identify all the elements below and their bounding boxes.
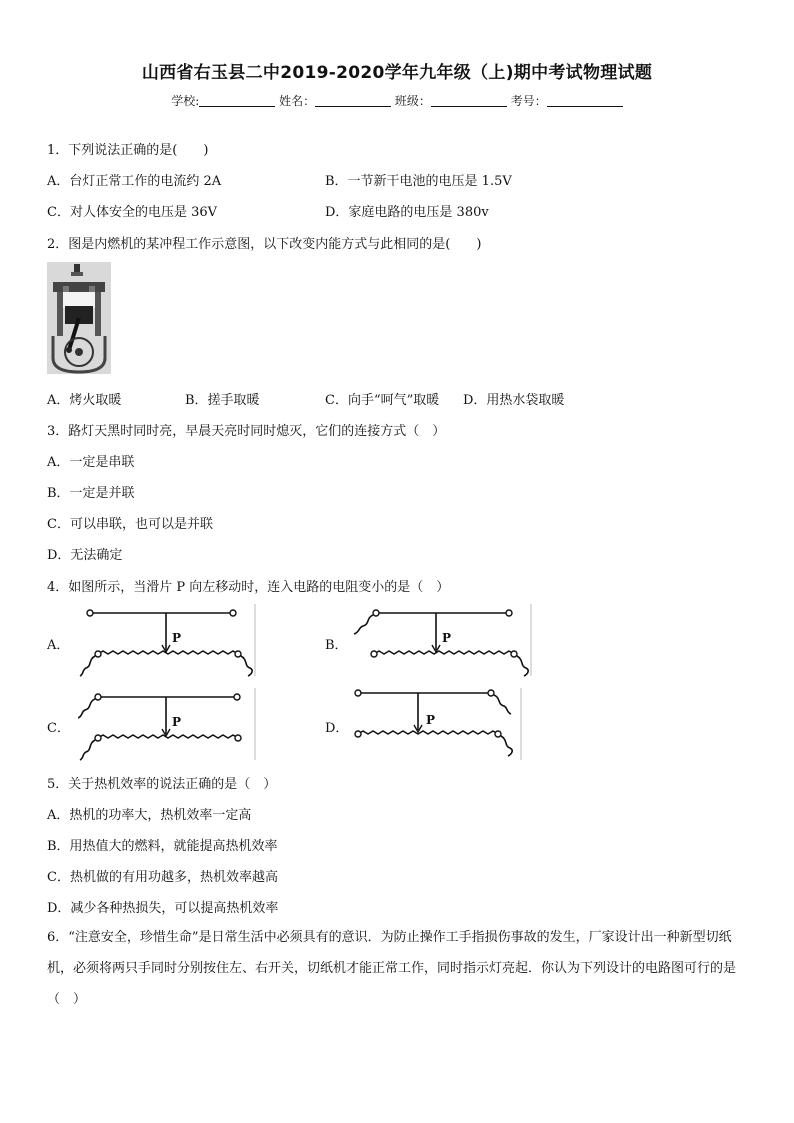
question-3-option-b: B．一定是并联 (47, 486, 135, 501)
question-5-option-c: C．热机做的有用功越多，热机效率越高 (47, 870, 278, 885)
question-4-option-d: D． (325, 721, 349, 736)
question-4-option-c: C． (47, 721, 70, 736)
rheostat-diagram-a (78, 602, 258, 678)
slider-label-b: P (442, 631, 452, 645)
rheostat-diagram-b (348, 602, 534, 678)
slider-label-c: P (172, 715, 182, 729)
name-blank[interactable] (315, 94, 391, 107)
school-label: 学校: (171, 94, 200, 108)
engine-stroke-figure (47, 262, 111, 374)
id-blank[interactable] (547, 94, 623, 107)
id-label: 考号： (510, 94, 547, 108)
question-5-option-b: B．用热值大的燃料，就能提高热机效率 (47, 839, 278, 854)
class-label: 班级： (394, 94, 431, 108)
question-1-option-d: D．家庭电路的电压是 380v (325, 205, 489, 220)
question-4-option-a: A． (47, 638, 70, 653)
question-2-stem: 2．图是内燃机的某冲程工作示意图，以下改变内能方式与此相同的是( ) (47, 237, 482, 252)
class-blank[interactable] (431, 94, 507, 107)
question-4-option-b: B． (325, 638, 348, 653)
question-3-option-d: D．无法确定 (47, 548, 123, 563)
question-3-option-c: C．可以串联，也可以是并联 (47, 517, 213, 532)
question-3-option-a: A．一定是串联 (47, 455, 135, 470)
question-4-stem: 4．如图所示，当滑片 P 向左移动时，连入电路的电阻变小的是（ ） (47, 580, 450, 595)
question-2-option-b: B．搓手取暖 (185, 393, 260, 408)
question-1-option-a: A．台灯正常工作的电流约 2A (47, 174, 222, 189)
question-6-stem: 6．“注意安全，珍惜生命”是日常生活中必须具有的意识．为防止操作工手指损伤事故的发生，厂家设计出一种新型切纸机，必须将两只手同时分别按住左、右开关，切纸机才能正常工作，同时指示灯亮起．你认为下列设计的电路图可行的是（ ） (47, 930, 737, 1007)
student-info-line (0, 92, 794, 109)
question-3-stem: 3．路灯天黑时同时亮，早晨天亮时同时熄灭，它们的连接方式（ ） (47, 424, 446, 439)
rheostat-diagram-c (78, 686, 258, 762)
question-1-option-b: B．一节新干电池的电压是 1.5V (325, 174, 512, 189)
question-5-stem: 5．关于热机效率的说法正确的是（ ） (47, 777, 277, 792)
question-1-option-c: C．对人体安全的电压是 36V (47, 205, 218, 220)
question-2-option-d: D．用热水袋取暖 (463, 393, 565, 408)
question-5-option-a: A．热机的功率大，热机效率一定高 (47, 808, 252, 823)
slider-label-a: P (172, 631, 182, 645)
slider-label-d: P (426, 713, 436, 727)
question-5-option-d: D．减少各种热损失，可以提高热机效率 (47, 901, 279, 916)
name-label: 姓名： (279, 94, 316, 108)
school-blank[interactable] (199, 94, 275, 107)
rheostat-diagram-d (348, 686, 524, 762)
question-1-stem: 1．下列说法正确的是( ) (47, 143, 209, 158)
question-2-option-a: A．烤火取暖 (47, 393, 122, 408)
question-2-option-c: C．向手“呵气”取暖 (325, 393, 440, 408)
page-title: 山西省右玉县二中2019-2020学年九年级（上)期中考试物理试题 (141, 63, 653, 83)
